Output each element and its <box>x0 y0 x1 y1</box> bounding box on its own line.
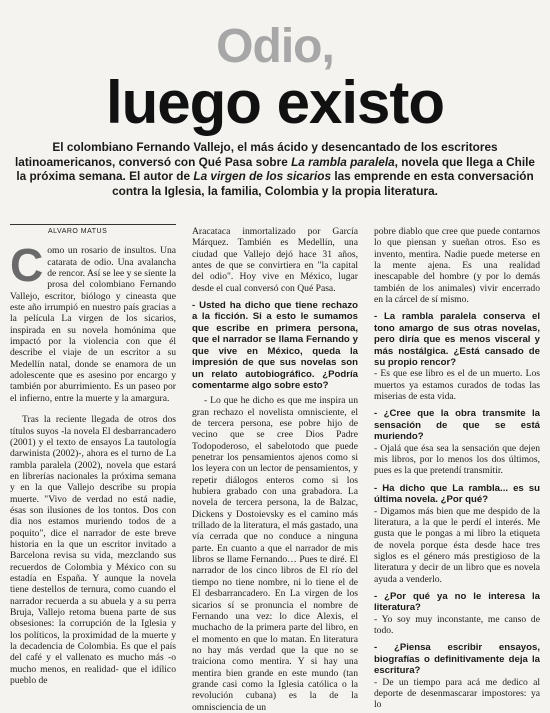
article-paragraph <box>10 239 176 404</box>
deck-paragraph <box>12 140 538 198</box>
interview-question: - ¿Por qué ya no le interesa la literatura? <box>374 590 540 614</box>
article-paragraph: Aracataca inmortalizado por García Márquez. También es Medellín, una ciudad que Vallejo dejó hace 31 años, antes de que se convirtiera en "la capital del odio". Hoy vive en México, lugar desde el cual conversó con Qué Pasa. <box>192 226 358 294</box>
deck-text: las emprende en esta conversación contra la Iglesia, la familia, Colombia y la propia literatura. <box>112 169 534 198</box>
article-column-2 <box>192 226 358 713</box>
deck-book-title: La rambla paralela <box>291 154 395 169</box>
interview-question: - Usted ha dicho que tiene rechazo a la ficción. Si a esto le sumamos que escribe en primera persona, que el narrador se llama Fernando y que vive en México, queda la impresión de que sus novelas son un relato autobiográfico. ¿Podría comentarme algo sobre esto? <box>192 300 358 391</box>
deck-book-title: La virgen de los sicarios <box>193 169 332 184</box>
interview-question: - La rambla paralela conserva el tono amargo de sus otras novelas, pero diría que es menos visceral y más nostálgica. ¿Está cansado de su propio rencor? <box>374 311 540 369</box>
interview-question: - ¿Cree que la obra transmite la sensación de que se está muriendo? <box>374 408 540 443</box>
interview-answer: - Yo soy muy inconstante, me canso de todo. <box>374 613 540 637</box>
paragraph-text: omo un rosario de insultos. Una catarata de odio. Una avalancha de rencor. Así se lee y se siente la prosa del colombiano Fernando Vallejo, escritor, biólogo y cineasta que este año irrumpió en nuestro país gracias a la película La virgen de los sicarios, inspirada en su novela homónima que impactó por la violencia con que él describe el viaje de un escritor a su Medellín natal, donde se enamora de un adolescente que es asesino por encargo y también por aburrimiento. Es un paseo por el infierno, entre la muerte y la amargura. <box>10 245 176 404</box>
drop-cap: C <box>10 239 44 292</box>
deck-text: El colombiano Fernando Vallejo, el más ácido y desencantado de los escritores latinoamericanos, conversó con Qué Pasa sobre <box>15 140 498 169</box>
interview-question: - ¿Piensa escribir ensayos, biografías o definitivamente deja la escritura? <box>374 642 540 677</box>
byline-rule <box>10 224 176 225</box>
interview-answer: - Es que ese libro es el de un muerto. Los muertos ya estamos curados de todas las miserias de esta vida. <box>374 368 540 403</box>
article-paragraph: Tras la reciente llegada de otros dos títulos suyos -la novela El desbarrancadero (2001) y el texto de ensayos La tautología darwinista (2002)-, ahora es el turno de La rambla paralela (2002), novela que estará en librerías nacionales la próxima semana y en la que Vallejo describe su propia muerte. "Vivo de verdad no está nadie, ésas son ilusiones de los tontos. Dos con dia nos estamos muriendo todos de a poquito", dice el narrador de este breve historia en la que un escritor invitado a Barcelona revisa su vida, mezclando sus recuerdos de Colombia y México con su estadía en España. Y aunque la novela tiene destellos de ternura, como cuando el narrador recuerda a su abuela y a su perra Bruja, Vallejo retoma buena parte de sus obsesiones: la corrupción de la Iglesia y los políticos, la proximidad de la muerte y la decadencia de Colombia. Es que el país del café y el vallenato es mucho más -o mucho menos, en realidad- que el idílico pueblo de <box>10 414 176 687</box>
article-column-1 <box>10 226 176 687</box>
interview-answer: - Digamos más bien que me despido de la literatura, a la que le perdí el interés. Me gusta que le pongas a mi libro la etiqueta de novela porque ésta desde hace tres siglos es el género más prestigioso de la literatura y decir de un libro que es novela ayuda a venderlo. <box>374 505 540 585</box>
interview-answer: - De un tiempo para acá me dedico al deporte de desenmascarar impostores: ya lo <box>374 676 540 711</box>
interview-question: - Ha dicho que La rambla... es su última novela. ¿Por qué? <box>374 482 540 506</box>
interview-answer: pobre diablo que cree que puede contarnos lo que piensan y sueñan otros. Eso es invento, mentira. Nadie puede meterse en la mente ajena. Es una realidad inescapable del hombre (y por lo demás también de los animales) vivir encerrado en la cárcel de sí mismo. <box>374 226 540 306</box>
headline-line-1: Odio, <box>216 20 334 73</box>
interview-answer: - Ojalá que ésa sea la sensación que dejen mis libros, por lo menos los dos últimos, pues es la que pretendí transmitir. <box>374 442 540 477</box>
article-column-3 <box>374 226 540 711</box>
byline: ALVARO MATUS <box>48 228 108 235</box>
headline-line-2: luego existo <box>105 69 445 136</box>
deck-text: , novela que llega a Chile la próxima semana. El autor de <box>16 154 535 184</box>
interview-answer: - Lo que he dicho es que me inspira un gran rechazo el novelista omnisciente, el de tercera persona, ese pobre hijo de vecino que se cree Dios Padre Todopoderoso, el sabelotodo que puede penetrar los pensamientos ajenos como si los leyera con un lector de pensamientos, y repetir diálogos enteros como si los hubiera grabado con una grabadora. La novela de tercera persona, la de Balzac, Dickens y Dostoievsky es el camino más trillado de la literatura, el más gastado, una vía cerrada que no conduce a ninguna parte. En cuanto a que el narrador de mis libros se llame Fernando… Pues te diré. El narrador de los cinco libros de El río del tiempo no tiene nombre, ni lo tiene el de El desbarrancadero. En La virgen de los sicarios sí se pronuncia el nombre de Fernando una vez: lo dice Alexis, el muchacho de la primera parte del libro, en el momento en que lo matan. En literatura no hay más verdad que la que no se traiciona como mentira. Y si hay una mentira bien grande en este mundo (tan grande casi como la Iglesia católica o la revolución cubana) es la de la omnisciencia de un <box>192 395 358 713</box>
